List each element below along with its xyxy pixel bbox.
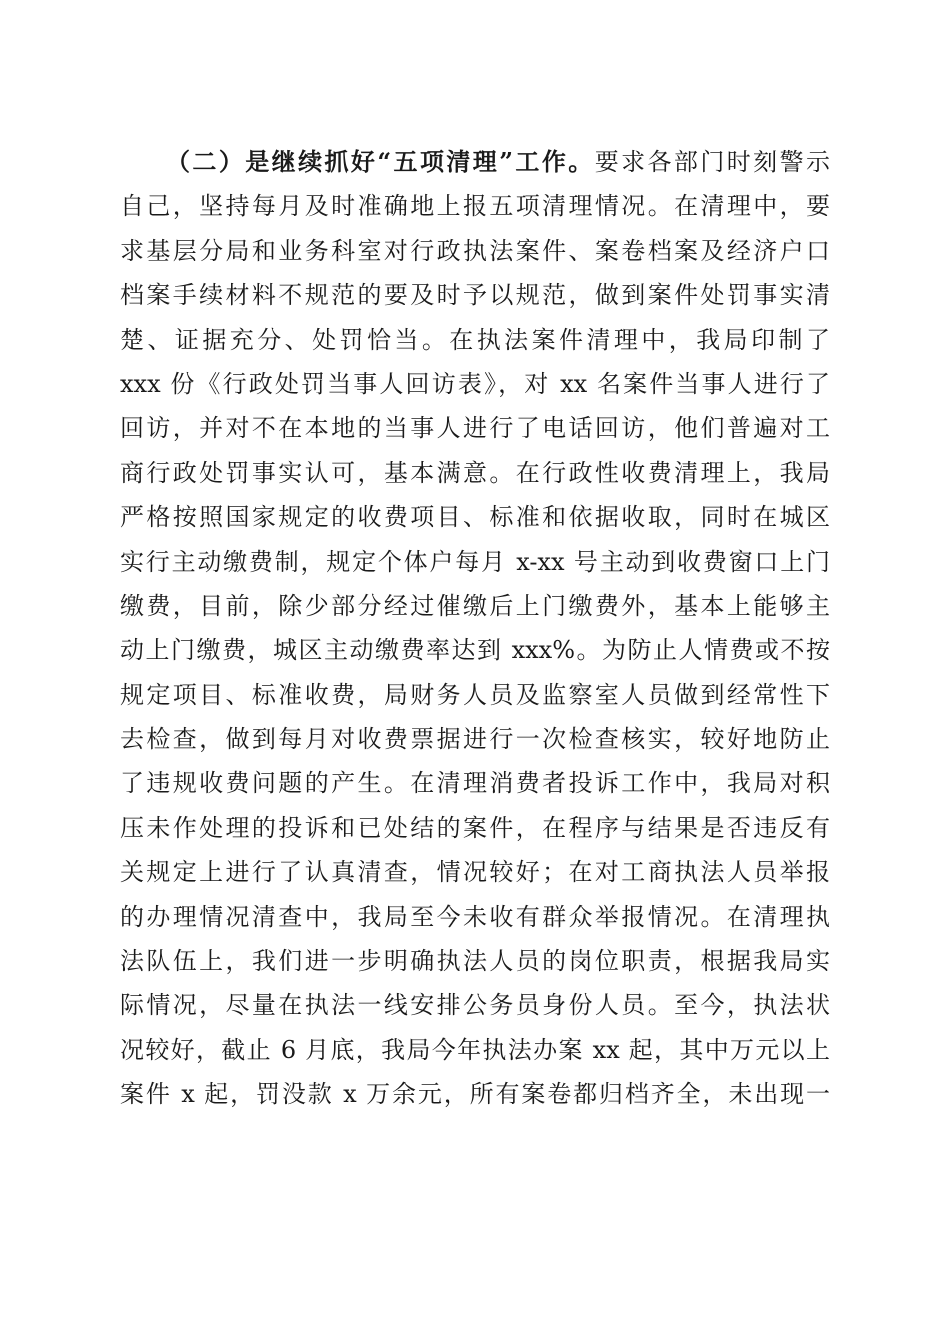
text-line: 际情况，尽量在执法一线安排公务员身份人员。至今，执法状	[120, 991, 830, 1020]
text-line: 的办理情况清查中，我局至今未收有群众举报情况。在清理执	[120, 902, 830, 931]
text-line: 实行主动缴费制，规定个体户每月 x-xx 号主动到收费窗口上门	[120, 547, 830, 576]
text-line: 关规定上进行了认真清查，情况较好；在对工商执法人员举报	[120, 858, 830, 887]
text-line: 规定项目、标准收费，局财务人员及监察室人员做到经常性下	[120, 680, 830, 709]
text-line: 自己，坚持每月及时准确地上报五项清理情况。在清理中，要	[120, 192, 830, 221]
text-line: 动上门缴费，城区主动缴费率达到 xxx%。为防止人情费或不按	[120, 636, 830, 665]
text-line: 去检查，做到每月对收费票据进行一次检查核实，较好地防止	[120, 725, 830, 754]
text-line: 回访，并对不在本地的当事人进行了电话回访，他们普遍对工	[120, 414, 830, 443]
text-line: 况较好，截止 6 月底，我局今年执法办案 xx 起，其中万元以上	[120, 1035, 830, 1064]
text-line: 求基层分局和业务科室对行政执法案件、案卷档案及经济户口	[120, 236, 830, 265]
section-heading: （二）是继续抓好“五项清理”工作。	[166, 147, 595, 176]
body-paragraph	[120, 140, 830, 1117]
text-line: 楚、证据充分、处罚恰当。在执法案件清理中，我局印制了	[120, 325, 830, 354]
text-line: 缴费，目前，除少部分经过催缴后上门缴费外，基本上能够主	[120, 591, 830, 620]
text-line: 案件 x 起，罚没款 x 万余元，所有案卷都归档齐全，未出现一	[120, 1080, 830, 1109]
text-line: 严格按照国家规定的收费项目、标准和依据收取，同时在城区	[120, 503, 830, 532]
text-line: 法队伍上，我们进一步明确执法人员的岗位职责，根据我局实	[120, 947, 830, 976]
text-line: 档案手续材料不规范的要及时予以规范，做到案件处罚事实清	[120, 281, 830, 310]
text-line: 压未作处理的投诉和已处结的案件，在程序与结果是否违反有	[120, 813, 830, 842]
text-line: 商行政处罚事实认可，基本满意。在行政性收费清理上，我局	[120, 458, 830, 487]
text-line: 要求各部门时刻警示	[594, 148, 830, 176]
paragraph-first-line	[120, 140, 830, 184]
text-line: 了违规收费问题的产生。在清理消费者投诉工作中，我局对积	[120, 769, 830, 798]
text-line: xxx 份《行政处罚当事人回访表》，对 xx 名案件当事人进行了	[120, 369, 830, 398]
